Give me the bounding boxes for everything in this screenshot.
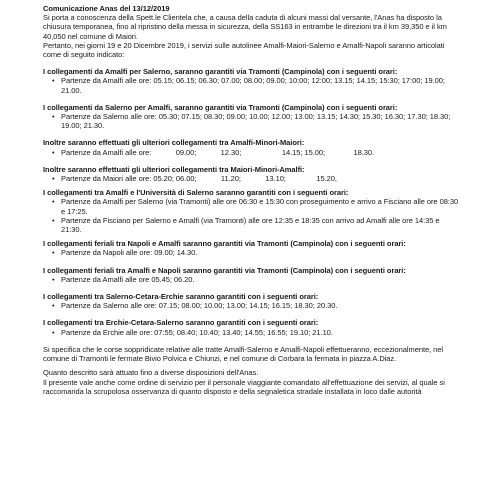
schedule-item: • Partenze da Salerno alle ore: 07.15; 08.00; 10.00; 13.00; 14.15; 16.15; 18.30; 20.30. (61, 301, 461, 310)
intro-paragraph-2: Pertanto, nei giorni 19 e 20 Dicembre 2019, i servizi sulle autolinee Amalfi-Maiori-Salerno e Amalfi-Napoli saranno articolati come di seguito indicato: (43, 40, 445, 60)
section-heading-university: I collegamenti tra Amalfi e l'Università di Salerno saranno garantiti con i seguenti orari: (43, 188, 349, 198)
notice-title: Comunicazione Anas del 13/12/2019 (43, 4, 170, 13)
schedule-item: • Partenze da Amalfi per Salerno (via Tramonti) alle ore 06:30 e 15:30 con proseguimento e arrivo a Fisciano alle ore 08:30 e 17:25. (61, 197, 461, 215)
closing-paragraph-1: Si specifica che le corse soppridicate relative alle tratte Amalfi-Salerno e Amalfi-Napoli effettueranno, eccezionalmente, nel comune di Tramonti le fermate Bivio Polvica e Chiunzi, e nel comune di Corbara la fermata in piazza A.Diaz. (43, 344, 444, 364)
section-heading-salerno-erchie: I collegamenti tra Salerno-Cetara-Erchie saranno garantiti con i seguenti orari: (43, 292, 319, 302)
section-heading-amalfi-salerno: I collegamenti da Amalfi per Salerno, saranno garantiti via Tramonti (Campinola) con i seguenti orari: (43, 67, 398, 77)
schedule-item: • Partenze da Amalfi alle ore: 09.00; 12.30; 14.15; 15.00; 18.30. (61, 148, 461, 157)
schedule-item: • Partenze da Amalfi alle ore: 05.15; 06.15; 06.30; 07.00; 08.00; 09.00; 10:00; 12:00; 13.15; 14.15; 15:30; 17:00; 19.00; 21.00. (61, 76, 461, 94)
section-heading-maiori-minori-amalfi: Inoltre saranno effettuati gli ulteriori collegamenti tra Maiori-Minori-Amalfi: (43, 164, 305, 174)
schedule-item: • Partenze da Fisciano per Salerno e Amalfi (via Tramonti) alle ore 12:35 e 18:35 con arrivo ad Amalfi alle ore 14:35 e 21:30. (61, 216, 461, 234)
section-heading-amalfi-minori-maiori: Inoltre saranno effettuati gli ulteriori collegamenti tra Amalfi-Minori-Maiori: (43, 138, 305, 148)
section-heading-salerno-amalfi: I collegamenti da Salerno per Amalfi, saranno garantiti via Tramonti (Campinola) con i seguenti orari: (43, 102, 398, 112)
section-heading-erchie-salerno: I collegamenti tra Erchie-Cetara-Salerno saranno garantiti con i seguenti orari: (43, 318, 319, 328)
schedule-item: • Partenze da Salerno alle ore: 05.30; 07.15; 08.30; 09.00; 10.00; 12.00; 13.00; 13.15; 14.30; 15.30; 16.30; 17.30; 18.30; 19.00; 21.30. (61, 112, 461, 130)
schedule-item: • Partenze da Napoli alle ore: 09.00; 14.30. (61, 248, 461, 257)
section-heading-napoli-amalfi: I collegamenti feriali tra Napoli e Amalfi saranno garantiti via Tramonti (Campinola) con i seguenti orari: (43, 239, 406, 249)
section-heading-amalfi-napoli: I collegamenti feriali tra Amalfi e Napoli saranno garantiti via Tramonti (Campinola) con i seguenti orari: (43, 265, 406, 275)
intro-paragraph-1: Si porta a conoscenza della Spett.le Clientela che, a causa della caduta di alcuni massi dal versante, l'Anas ha disposto la chiusura temporanea, fino al ripristino della messa in sicurezza, della SS163 in entrambe le direzioni tra il km 39,350 e il km 40,050 nel comune di Maiori. (43, 13, 447, 41)
schedule-item: • Partenze da Amalfi alle ore 05.45; 06.20. (61, 275, 461, 284)
schedule-item: • Partenze da Erchie alle ore: 07:55; 08.40; 10.40; 13.40; 14.55; 16.55; 19.10; 21.10. (61, 328, 461, 337)
closing-paragraph-3: Il presente vale anche come ordine di servizio per il personale viaggiante comandato all'effettuazione dei servizi, al quale si raccomanda la scrupolosa osservanza di quanto disposto e della segnaletica stradale installata in loco dalle autorità (43, 377, 445, 396)
notice-document (43, 0, 461, 396)
schedule-item: • Partenze da Maiori alle ore: 05.20; 06.00; 11.20; 13.10; 15.20, (61, 174, 461, 183)
closing-paragraph-2: Quanto descritto sarà attuato fino a diverse disposizioni dell'Anas. (43, 368, 259, 378)
